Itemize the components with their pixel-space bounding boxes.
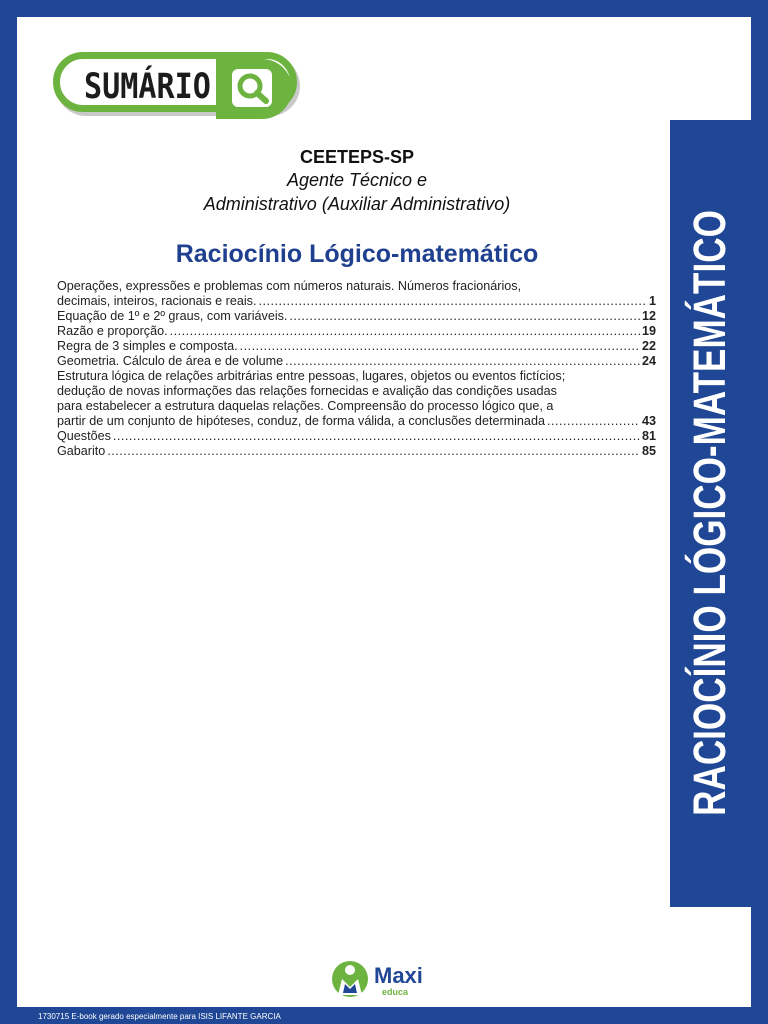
toc-leader-dots [258,294,647,309]
toc-entry[interactable] [57,339,656,354]
toc-page-number: 24 [641,354,656,368]
exam-organization: CEETEPS-SP [299,147,415,167]
toc-leader-dots [547,414,640,429]
summary-label: SUMÁRIO [84,67,211,107]
toc-page-number: 22 [641,339,656,353]
publisher-name: Maxi [374,963,423,988]
table-of-contents [57,279,656,459]
summary-badge [53,52,297,112]
toc-entry-row [57,429,656,444]
toc-entry-title: Razão e proporção. [57,324,168,338]
toc-page-number: 12 [641,309,656,323]
toc-entry-row [57,339,656,354]
toc-entry-row [57,294,656,309]
toc-entry-title: partir de um conjunto de hipóteses, conduz, de forma válida, a conclusões determinada [57,414,545,428]
toc-entry[interactable] [57,429,656,444]
toc-page-number: 81 [641,429,656,443]
toc-entry[interactable] [57,444,656,459]
toc-entry[interactable] [57,369,656,429]
toc-entry-line: Operações, expressões e problemas com números naturais. Números fracionários, [57,279,522,293]
toc-page-number: 43 [641,414,656,428]
magnifier-icon [216,59,292,119]
toc-entry-row [57,444,656,459]
toc-entry-line: para estabelecer a estrutura daquelas relações. Compreensão do processo lógico que, a [57,399,554,413]
exam-role-line1: Agente Técnico e [286,170,428,190]
toc-leader-dots [113,429,640,444]
publisher-logo [330,957,440,1005]
toc-entry-title: Questões [57,429,111,443]
publisher-mark-icon [330,957,374,1001]
toc-entry-line: dedução de novas informações das relações fornecidas e avalição das condições usadas [57,384,557,398]
toc-entry-line: Estrutura lógica de relações arbitrárias entre pessoas, lugares, objetos ou eventos fictícios; [57,369,566,383]
subject-title: Raciocínio Lógico-matemático [175,240,539,268]
toc-entry-title: Geometria. Cálculo de área e de volume [57,354,284,368]
toc-leader-dots [285,354,640,369]
toc-entry-title: Regra de 3 simples e composta. [57,339,238,353]
toc-entry[interactable] [57,354,656,369]
toc-entry-title: Equação de 1º e 2º graus, com variáveis. [57,309,288,323]
toc-entry[interactable] [57,324,656,339]
toc-entry-title: decimais, inteiros, racionais e reais. [57,294,257,308]
toc-entry-row [57,414,656,429]
toc-leader-dots [170,324,640,339]
exam-role-line2: Administrativo (Auxiliar Administrativo) [203,194,511,214]
toc-entry-row [57,324,656,339]
publisher-sub: educa [382,987,409,997]
toc-page-number: 85 [641,444,656,458]
subject-sidebar [670,120,751,907]
toc-leader-dots [240,339,640,354]
summary-logo [53,52,309,124]
toc-leader-dots [107,444,640,459]
toc-entry-row [57,354,656,369]
toc-entry-row [57,309,656,324]
footer-watermark: 1730715 E-book gerado especialmente para ISIS LIFANTE GARCIA [38,1012,281,1021]
toc-leader-dots [289,309,640,324]
sidebar-label: RACIOCÍNIO LÓGICO-MATEMÁTICO [684,210,735,816]
toc-page-number: 1 [648,294,656,308]
toc-entry[interactable] [57,279,656,309]
toc-entry-title: Gabarito [57,444,106,458]
page [17,17,751,1007]
toc-page-number: 19 [641,324,656,338]
toc-entry[interactable] [57,309,656,324]
